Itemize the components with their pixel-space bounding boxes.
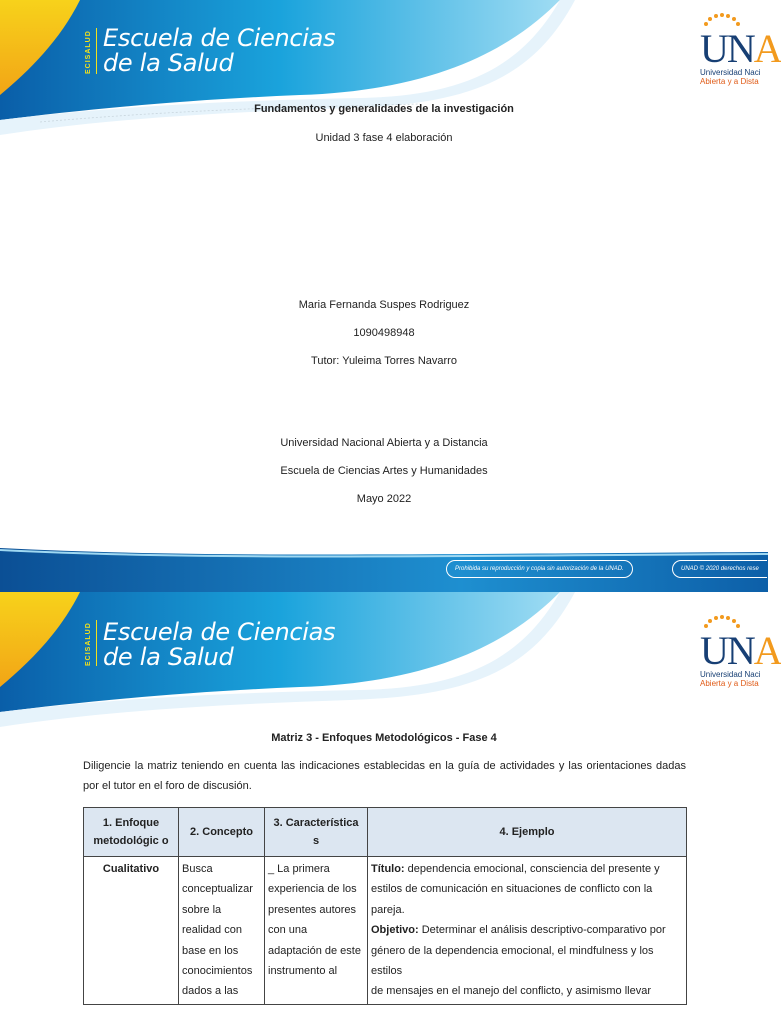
document-subtitle: Unidad 3 fase 4 elaboración <box>315 132 453 144</box>
logo-caption-line2: Abierta y a Dista <box>700 679 759 688</box>
logo-wordmark: UNA <box>700 26 781 71</box>
table-row <box>84 857 687 1005</box>
school-title-line2: de la Salud <box>103 49 234 77</box>
cell-concepto: Busca conceptualizar sobre la realidad con base en los conocimientos dados a las <box>179 857 265 1005</box>
school-title-line2: de la Salud <box>103 643 234 671</box>
header-ejemplo: 4. Ejemplo <box>368 808 687 857</box>
rights-notice: UNAD © 2020 derechos rese <box>672 560 767 578</box>
logo-caption-line2: Abierta y a Dista <box>700 77 759 86</box>
school-name: Escuela de Ciencias Artes y Humanidades <box>280 465 488 477</box>
methodology-matrix <box>83 807 687 1005</box>
matrix-title: Matriz 3 - Enfoques Metodológicos - Fase 4 <box>271 732 497 744</box>
cell-enfoque: Cualitativo <box>84 857 179 1005</box>
student-name: Maria Fernanda Suspes Rodriguez <box>298 299 470 311</box>
school-title-line1: Escuela de Ciencias <box>103 618 336 646</box>
header-enfoque: 1. Enfoque metodológic o <box>84 808 179 857</box>
logo-caption-line1: Universidad Naci <box>700 68 761 77</box>
footer-banner <box>0 548 768 592</box>
matrix-page <box>0 592 781 1024</box>
unad-logo <box>698 10 781 100</box>
header-concepto: 2. Concepto <box>179 808 265 857</box>
brand-acronym: ECISALUD <box>85 622 92 666</box>
brand-divider <box>96 620 97 666</box>
document-title: Fundamentos y generalidades de la investigación <box>254 103 514 115</box>
logo-caption-line1: Universidad Naci <box>700 670 761 679</box>
cell-ejemplo <box>368 857 687 1005</box>
header-caracteristicas: 3. Característica s <box>265 808 368 857</box>
instructions-paragraph: Diligencie la matriz teniendo en cuenta las indicaciones establecidas en la guía de actividades y las orientaciones dadas por el tutor en el foro de discusión. <box>83 760 686 792</box>
titulo-text: dependencia emocional, consciencia del presente y estilos de comunicación en situaciones de conflicto con la pareja. <box>371 863 660 916</box>
brand-acronym: ECISALUD <box>85 30 92 74</box>
school-title-line1: Escuela de Ciencias <box>103 24 336 52</box>
titulo-label: Título: <box>371 863 405 875</box>
university-name: Universidad Nacional Abierta y a Distancia <box>280 437 488 449</box>
document-date: Mayo 2022 <box>356 493 412 505</box>
cell-caracteristicas: _ La primera experiencia de los presentes autores con una adaptación de este instrumento al <box>265 857 368 1005</box>
student-id: 1090498948 <box>353 327 415 339</box>
brand-divider <box>96 28 97 74</box>
table-header-row <box>84 808 687 857</box>
unad-logo <box>698 612 781 702</box>
objetivo-label: Objetivo: <box>371 924 419 937</box>
copyright-notice: Prohibida su reproducción y copia sin autorización de la UNAD. <box>446 560 633 578</box>
logo-wordmark: UNA <box>700 628 781 673</box>
objetivo-text: Determinar el análisis descriptivo-comparativo por género de la dependencia emocional, el mindfulness y los estilos <box>371 924 666 978</box>
objetivo-continuation: de mensajes en el manejo del conflicto, y asimismo llevar <box>371 985 652 998</box>
page-break-footer <box>0 548 768 592</box>
tutor-name: Tutor: Yuleima Torres Navarro <box>311 355 457 367</box>
